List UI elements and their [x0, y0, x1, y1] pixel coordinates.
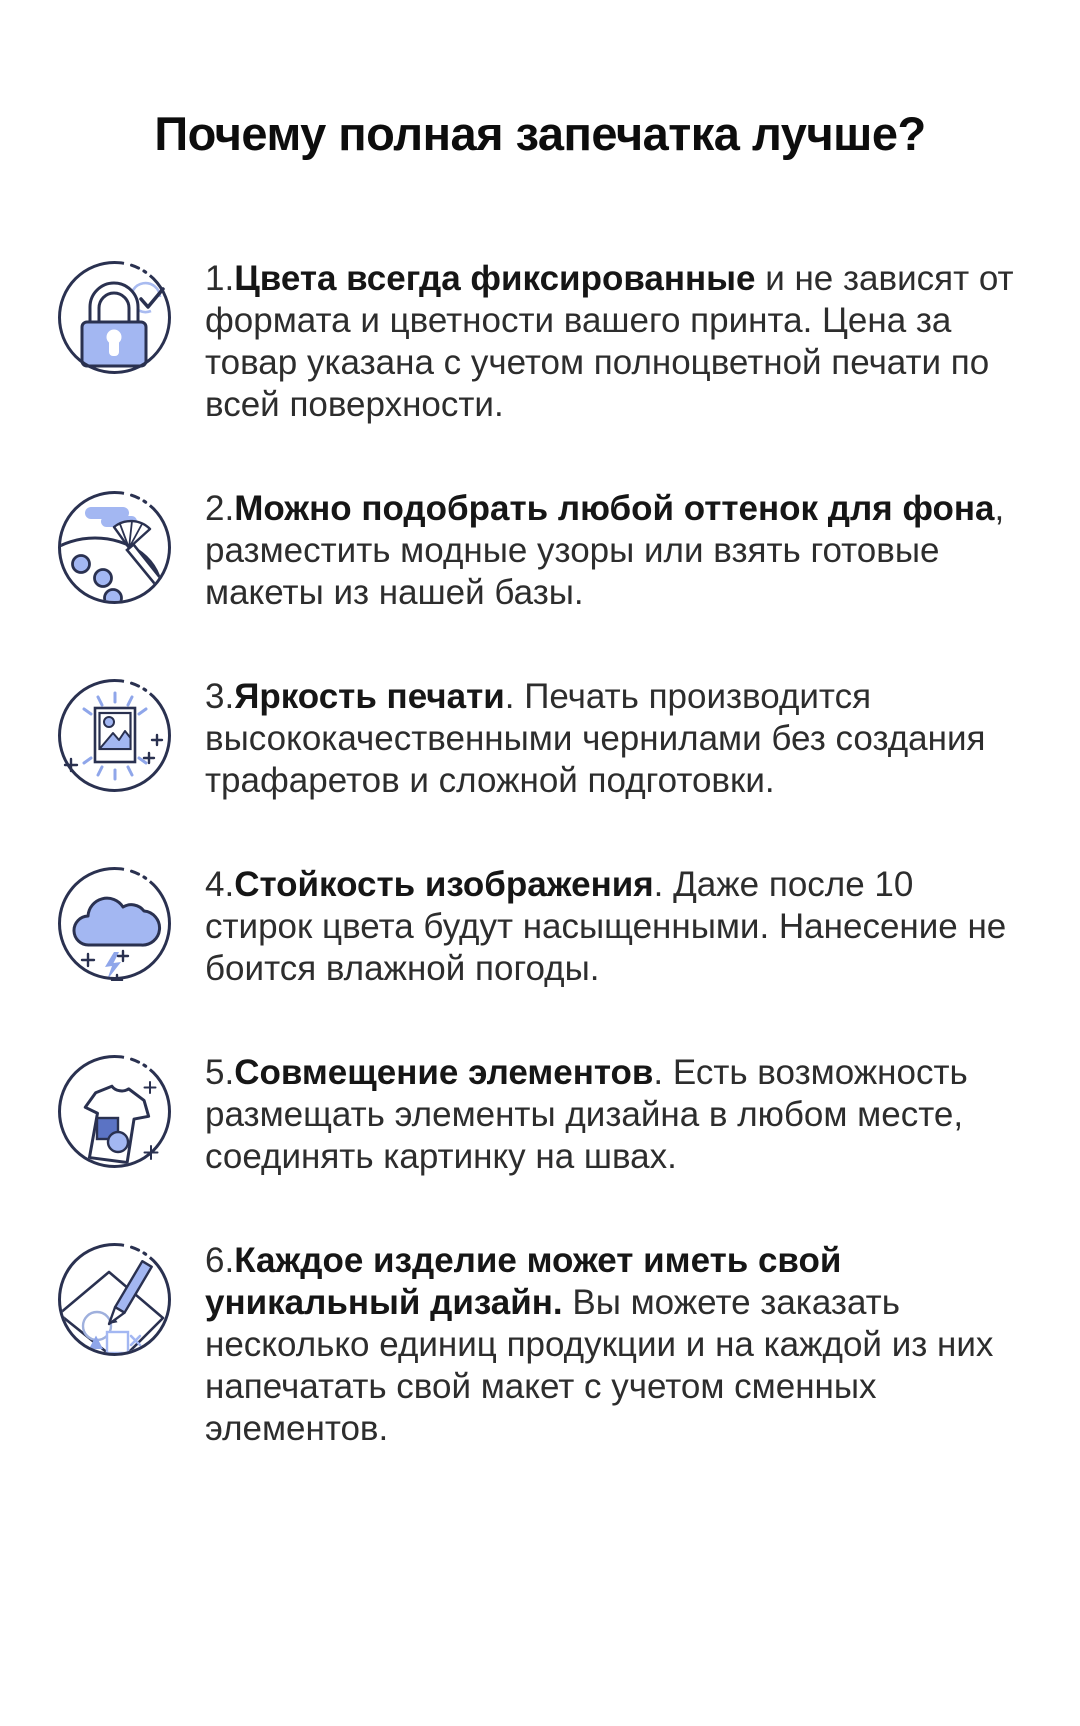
item-rest-text: . Печать производится высококачественными чернилами без создания трафаретов и сложной подготовки. — [205, 677, 986, 800]
item-number: 6. — [205, 1241, 235, 1280]
pencil-sketch-icon — [57, 1242, 172, 1357]
item-text — [205, 1240, 1017, 1450]
icon-wrap — [57, 678, 172, 793]
item-number: 2. — [205, 489, 235, 528]
item-rest-text: . Есть возможность размещать элементы дизайна в любом месте, соединять картинку на швах. — [205, 1053, 968, 1176]
icon-wrap — [57, 1054, 172, 1169]
lock-check-icon — [57, 260, 172, 375]
item-bold-text: Цвета всегда фиксированные — [234, 259, 756, 298]
item-rest-text: Вы можете заказать несколько единиц продукции и на каждой из них напечатать свой макет с учетом сменных элементов. — [205, 1283, 994, 1448]
list-item-4 — [0, 864, 1080, 990]
icon-wrap — [57, 260, 172, 375]
item-text — [205, 258, 1017, 426]
list-item-5 — [0, 1052, 1080, 1178]
list-item-6 — [0, 1240, 1080, 1450]
storm-cloud-icon — [57, 866, 172, 981]
infographic-page — [0, 106, 1080, 1726]
item-rest-text: и не зависят от формата и цветности вашего принта. Цена за товар указана с учетом полноцветной печати по всей поверхности. — [205, 259, 1014, 424]
benefits-list — [0, 258, 1080, 1450]
icon-wrap — [57, 1242, 172, 1357]
item-rest-text: , разместить модные узоры или взять готовые макеты из нашей базы. — [205, 489, 1005, 612]
item-text — [205, 488, 1017, 614]
item-number: 3. — [205, 677, 235, 716]
bright-photo-icon — [57, 678, 172, 793]
item-number: 5. — [205, 1053, 235, 1092]
palette-brush-icon — [57, 490, 172, 605]
item-number: 1. — [205, 259, 235, 298]
item-number: 4. — [205, 865, 235, 904]
item-bold-text: Совмещение элементов — [234, 1053, 654, 1092]
item-text — [205, 864, 1017, 990]
list-item-3 — [0, 676, 1080, 802]
list-item-2 — [0, 488, 1080, 614]
item-bold-text: Стойкость изображения — [234, 865, 654, 904]
item-rest-text: . Даже после 10 стирок цвета будут насыщенными. Нанесение не боится влажной погоды. — [205, 865, 1007, 988]
item-bold-text: Можно подобрать любой оттенок для фона — [234, 489, 995, 528]
list-item-1 — [0, 258, 1080, 426]
icon-wrap — [57, 490, 172, 605]
icon-wrap — [57, 866, 172, 981]
page-title: Почему полная запечатка лучше? — [154, 107, 926, 160]
item-text — [205, 1052, 1017, 1178]
item-text — [205, 676, 1017, 802]
tshirt-design-icon — [57, 1054, 172, 1169]
item-bold-text: Каждое изделие может иметь свой уникальный дизайн. — [205, 1241, 842, 1322]
item-bold-text: Яркость печати — [234, 677, 505, 716]
